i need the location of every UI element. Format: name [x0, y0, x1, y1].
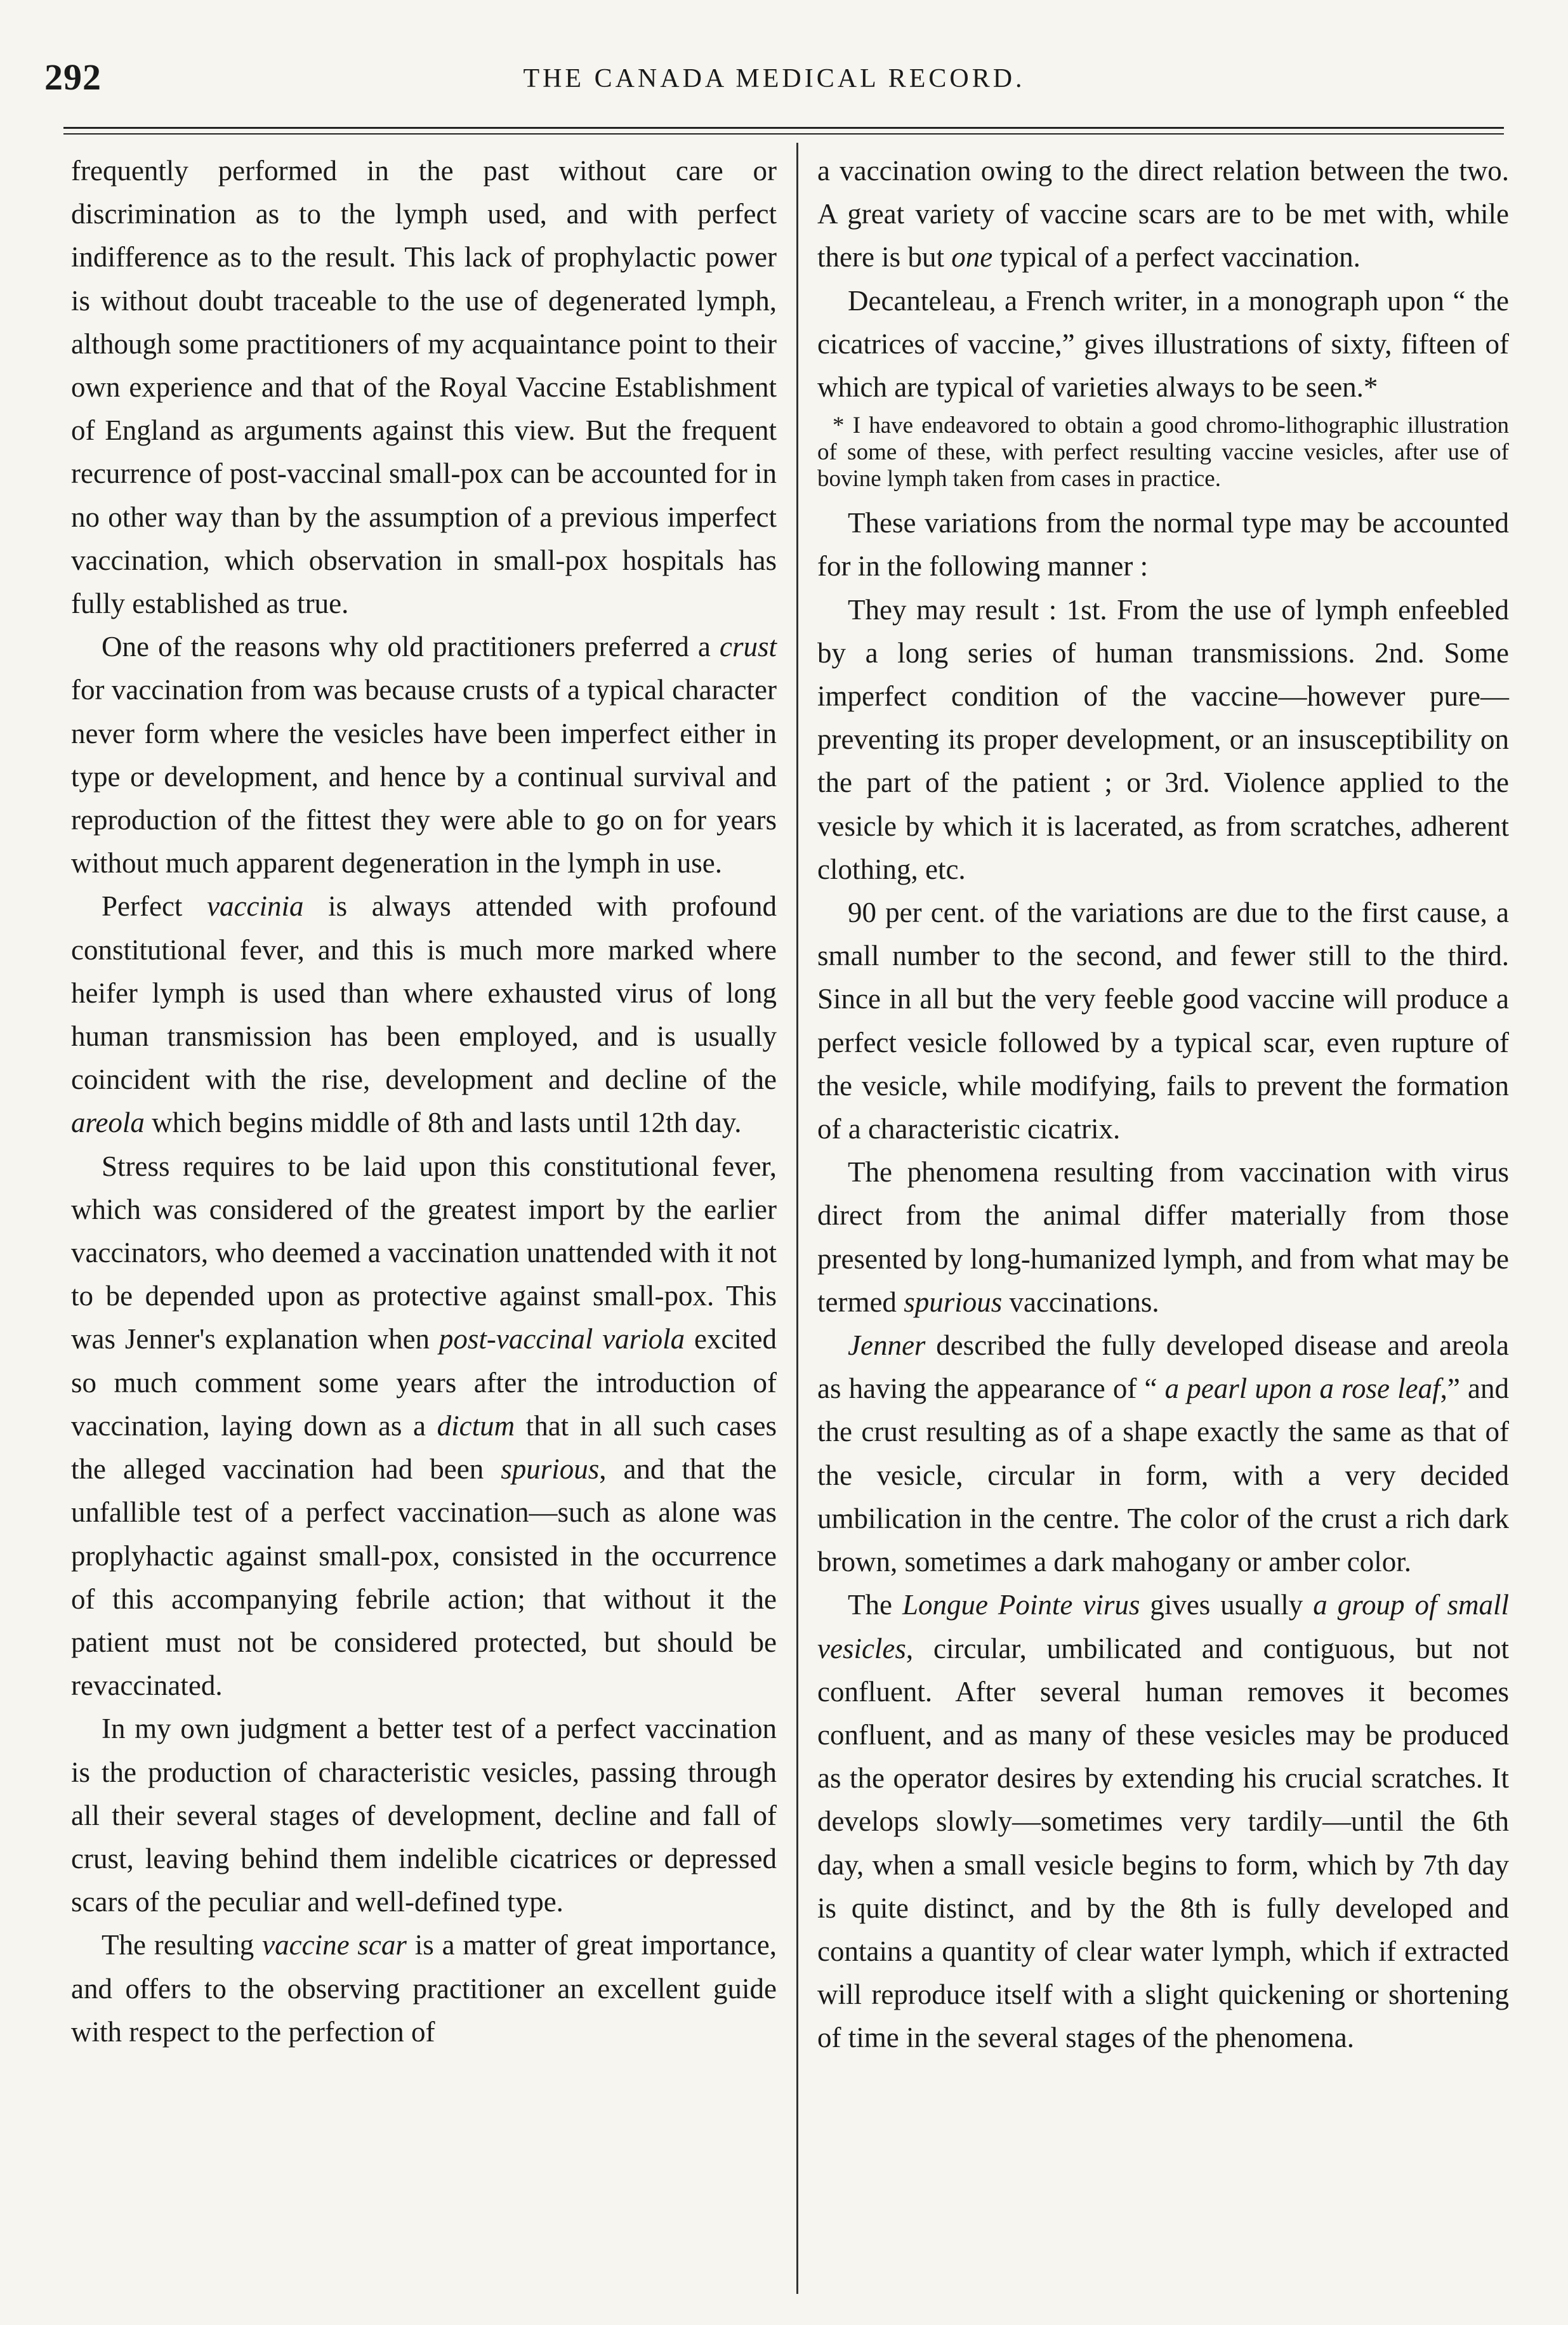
paragraph: Jenner described the fully developed disease and areola as having the appearance of “ a pearl upon a rose leaf,” and the crust resulting as of a shape exactly the same as that of the vesicle, circular in form, with a very decided umbilication in the centre. The color of the crust a rich dark brown, sometimes a dark mahogany or amber color. [817, 1329, 1509, 1578]
paragraph: 90 per cent. of the variations are due to the first cause, a small number to the second, and fewer still to the third. Since in all but the very feeble good vaccine will produce a perfect vesicle followed by a typical scar, even rupture of the vesicle, while modifying, fails to prevent the formation of a characteristic cicatrix. [817, 897, 1509, 1145]
emphasis: post-vaccinal variola [438, 1323, 685, 1355]
paragraph: The phenomena resulting from vaccination with virus direct from the animal differ materially from those presented by long-humanized lymph, and from what may be termed spurious vaccinations. [817, 1156, 1509, 1318]
paragraph: The Longue Pointe virus gives usually a group of small vesicles, circular, umbilicated and contiguous, but not confluent. After several human removes it becomes confluent, and as many of these vesicles may be produced as the operator desires by extending his crucial scratches. It develops slowly—sometimes very tardily—until the 6th day, when a small vesicle begins to form, which by 7th day is quite distinct, and by the 8th is fully developed and contains a quantity of clear water lymph, which if extracted will reproduce itself with a slight quickening or shortening of time in the several stages of the phenomena. [817, 1589, 1509, 2054]
page-number: 292 [44, 56, 102, 98]
column-divider [796, 143, 798, 2294]
emphasis: vaccine scar [262, 1929, 407, 1961]
emphasis: a pearl upon a rose leaf [1164, 1373, 1440, 1405]
paragraph: Decanteleau, a French writer, in a monograph upon “ the cicatrices of vaccine,” gives illustrations of sixty, fifteen of which are typical of varieties always to be seen.* [817, 284, 1509, 404]
paragraph: frequently performed in the past without care or discrimination as to the lymph used, and with perfect indifference as to the result. This lack of prophylactic power is without doubt traceable to the use of degenerated lymph, although some practitioners of my acquaintance point to their own experience and that of the Royal Vaccine Establishment of England as arguments against this view. But the frequent recurrence of post-vaccinal small-pox can be accounted for in no other way than by the assumption of a previous imperfect vaccination, which observation in small-pox hospitals has fully established as true. [71, 155, 777, 620]
paragraph: They may result : 1st. From the use of lymph enfeebled by a long series of human transmissions. 2nd. Some imperfect condition of the vaccine—however pure—preventing its proper development, or an insusceptibility on the part of the patient ; or 3rd. Violence applied to the vesicle by which it is lacerated, as from scratches, adherent clothing, etc. [817, 593, 1509, 885]
emphasis: vaccinia [207, 890, 304, 923]
emphasis: spurious [904, 1286, 1003, 1318]
page-header [44, 56, 1504, 107]
paragraph: Perfect vaccinia is always attended with profound constitutional fever, and this is much more marked where heifer lymph is used than where exhausted virus of long human transmission has been employed, and is usually coincident with the rise, development and decline of the areola which begins middle of 8th and lasts until 12th day. [71, 890, 777, 1139]
paragraph: One of the reasons why old practitioners preferred a crust for vaccination from was because crusts of a typical character never form where the vesicles have been imperfect either in type or development, and hence by a continual survival and reproduction of the fittest they were able to go on for years without much apparent degeneration in the lymph in use. [71, 631, 777, 879]
emphasis: a group of small vesicles [817, 1589, 1509, 1664]
emphasis: one [951, 241, 993, 273]
emphasis: Longue Pointe virus [902, 1589, 1140, 1621]
paragraph: The resulting vaccine scar is a matter of great importance, and offers to the observing practitioner an excellent guide with respect to the perfection of [71, 1929, 777, 2048]
emphasis: spurious [501, 1453, 600, 1485]
emphasis: Jenner [848, 1329, 926, 1362]
paragraph: These variations from the normal type may be accounted for in the following manner : [817, 507, 1509, 583]
emphasis: dictum [437, 1409, 515, 1442]
emphasis: crust [720, 631, 777, 663]
right-column [817, 149, 1509, 2060]
footnote: * I have endeavored to obtain a good chromo-lithographic illustration of some of these, with perfect resulting vaccine vesicles, after use of bovine lymph taken from cases in practice. [817, 412, 1509, 492]
header-rule [63, 127, 1504, 129]
paragraph: a vaccination owing to the direct relation between the two. A great variety of vaccine scars are to be met with, while there is but one typical of a perfect vaccination. [817, 155, 1509, 273]
paragraph: Stress requires to be laid upon this constitutional fever, which was considered of the greatest import by the earlier vaccinators, who deemed a vaccination unattended with it not to be depended upon as protective against small-pox. This was Jenner's explanation when post-vaccinal variola excited so much comment some years after the introduction of vaccination, laying down as a dictum that in all such cases the alleged vaccination had been spurious, and that the unfallible test of a perfect vaccination—such as alone was proplyhactic against small-pox, consisted in the occurrence of this accompanying febrile action; that without it the patient must not be considered protected, but should be revaccinated. [71, 1150, 777, 1702]
paragraph: In my own judgment a better test of a perfect vaccination is the production of characteristic vesicles, passing through all their several stages of development, decline and fall of crust, leaving behind them indelible cicatrices or depressed scars of the peculiar and well-defined type. [71, 1713, 777, 1918]
emphasis: areola [71, 1107, 145, 1139]
running-title: THE CANADA MEDICAL RECORD. [523, 64, 1025, 93]
left-column [71, 149, 777, 2053]
header-rule-secondary [63, 133, 1504, 135]
